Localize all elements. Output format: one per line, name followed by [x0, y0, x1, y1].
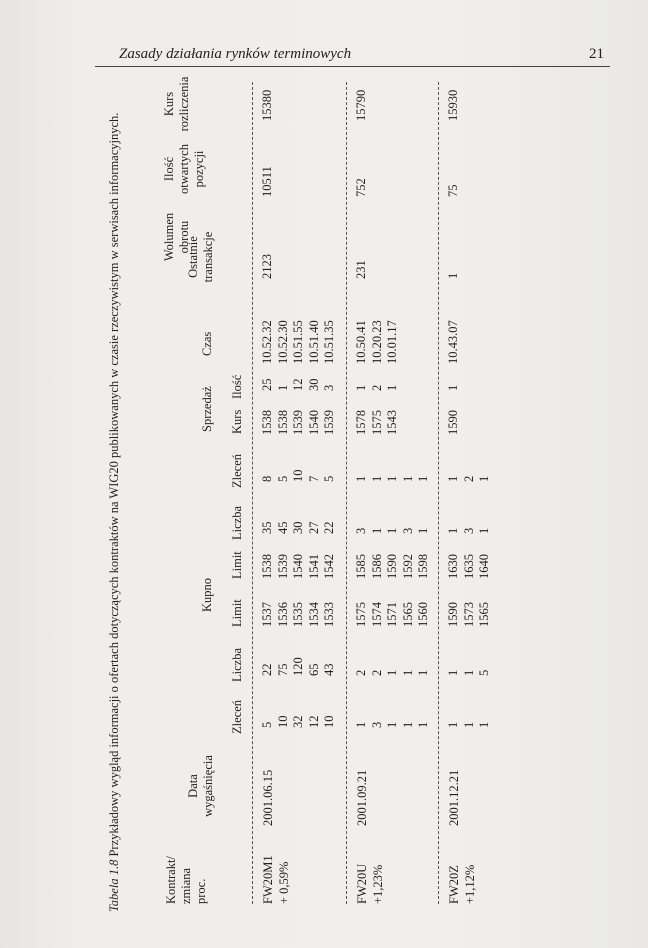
row-change: + 0,59%: [277, 861, 291, 904]
cell-open-interest: 75: [446, 184, 460, 197]
cell-settlement: 15380: [260, 89, 274, 121]
cell-open-interest: 10511: [260, 166, 274, 197]
header-sell: Sprzedaż: [200, 386, 214, 432]
header-volume-line2: obrotu: [177, 220, 191, 254]
subheader-buy-limit: Limit: [230, 599, 244, 627]
cell-sell-limit: 1585 1586 1590 1592 1598: [354, 554, 430, 579]
cell-last-price: 1578 1575 1543: [354, 410, 399, 435]
subheader-last-price: Kurs: [230, 409, 244, 434]
cell-last-qty: 25 1 12 30 3: [260, 378, 336, 391]
cell-last-time: 10.50.41 10.20.23 10.01.17: [354, 320, 399, 364]
row-contract: FW20U: [355, 863, 369, 904]
subheader-sell-count: Liczba: [230, 505, 244, 540]
table-caption: [106, 82, 122, 912]
rotated-table: [100, 32, 595, 912]
cell-last-time: 10.43.07: [446, 320, 460, 364]
header-volume-line1: Wolumen: [162, 212, 176, 262]
cell-buy-count: 22 75 120 65 43: [260, 657, 336, 676]
subheader-sell-limit: Limit: [230, 551, 244, 579]
cell-last-price: 1590: [446, 410, 460, 435]
row-contract: FW20M1: [261, 855, 275, 904]
caption-label: Tabela 1.8: [107, 859, 121, 912]
header-buy: Kupno: [200, 577, 214, 612]
header-settle-line2: rozliczenia: [177, 76, 191, 132]
header-expiry-line1: Data: [186, 774, 200, 798]
cell-last-qty: 1: [446, 384, 460, 391]
row-divider: [438, 82, 439, 904]
header-oi-line2: otwartych: [177, 144, 191, 194]
page-number: 21: [589, 46, 604, 62]
row-change: +1,12%: [463, 864, 477, 904]
row-contract: FW20Z: [447, 865, 461, 904]
cell-volume: 1: [446, 272, 460, 279]
row-change: +1,23%: [371, 864, 385, 904]
cell-settlement: 15790: [354, 89, 368, 121]
row-expiry: 2001.09.21: [355, 769, 369, 826]
cell-sell-count: 1 3 1: [446, 527, 491, 534]
cell-sell-count: 3 1 1 3 1: [354, 527, 430, 534]
cell-buy-limit: 1590 1573 1565: [446, 602, 491, 627]
cell-sell-orders: 1 1 1 1 1: [354, 475, 430, 482]
cell-sell-count: 35 45 30 27 22: [260, 521, 336, 534]
cell-buy-orders: 5 10 32 12 10: [260, 715, 336, 728]
header-last-line1: Ostatnie: [186, 236, 200, 278]
cell-sell-orders: 1 2 1: [446, 475, 491, 482]
cell-buy-limit: 1537 1536 1535 1534 1533: [260, 602, 336, 627]
cell-sell-orders: 8 5 10 7 5: [260, 469, 336, 482]
row-divider: [346, 82, 347, 904]
caption-text: Przykładowy wygląd informacji o ofertach dotyczących kontraktów na WIG20 publikowanych w czasie rzeczywistym w serwisach informacyjnych.: [107, 112, 121, 857]
cell-open-interest: 752: [354, 178, 368, 197]
subheader-last-time: Czas: [200, 331, 214, 356]
subheader-buy-count: Liczba: [230, 647, 244, 682]
cell-buy-count: 1 1 5: [446, 669, 491, 676]
cell-buy-orders: 1 3 1 1 1: [354, 721, 430, 728]
running-title: Zasady działania rynków terminowych: [119, 46, 352, 62]
row-expiry: 2001.12.21: [447, 769, 461, 826]
cell-volume: 2123: [260, 254, 274, 279]
header-contract-line2: zmiana: [179, 867, 193, 904]
cell-volume: 231: [354, 260, 368, 279]
cell-buy-limit: 1575 1574 1571 1565 1560: [354, 602, 430, 627]
header-expiry-line2: wygaśnięcia: [201, 755, 215, 817]
header-open-interest: [162, 138, 207, 200]
header-contract-line3: proc.: [194, 878, 208, 904]
cell-sell-limit: 1630 1635 1640: [446, 554, 491, 579]
cell-buy-count: 2 2 1 1 1: [354, 669, 430, 676]
subheader-sell-orders: Zleceń: [230, 453, 244, 488]
subheader-buy-orders: Zleceń: [230, 699, 244, 734]
header-settle-line1: Kurs: [162, 91, 176, 117]
header-last-line2: transakcje: [201, 231, 215, 283]
header-oi-line3: pozycji: [192, 150, 206, 188]
cell-last-qty: 1 2 1: [354, 384, 399, 391]
header-expiry: [186, 744, 216, 828]
cell-sell-limit: 1538 1539 1540 1541 1542: [260, 554, 336, 579]
header-contract: [164, 856, 209, 904]
header-settlement: [162, 74, 192, 134]
row-divider: [252, 82, 253, 904]
cell-settlement: 15930: [446, 89, 460, 121]
cell-last-price: 1538 1538 1539 1540 1539: [260, 410, 336, 435]
subheader-last-qty: Ilość: [230, 374, 244, 399]
cell-last-time: 10.52.32 10.52.30 10.51.55 10.51.40 10.51.35: [260, 320, 336, 364]
cell-buy-orders: 1 1 1: [446, 721, 491, 728]
header-oi-line1: Ilość: [162, 156, 176, 182]
header-contract-line1: Kontrakt/: [164, 856, 178, 904]
row-expiry: 2001.06.15: [261, 769, 275, 826]
header-volume: [162, 207, 192, 267]
